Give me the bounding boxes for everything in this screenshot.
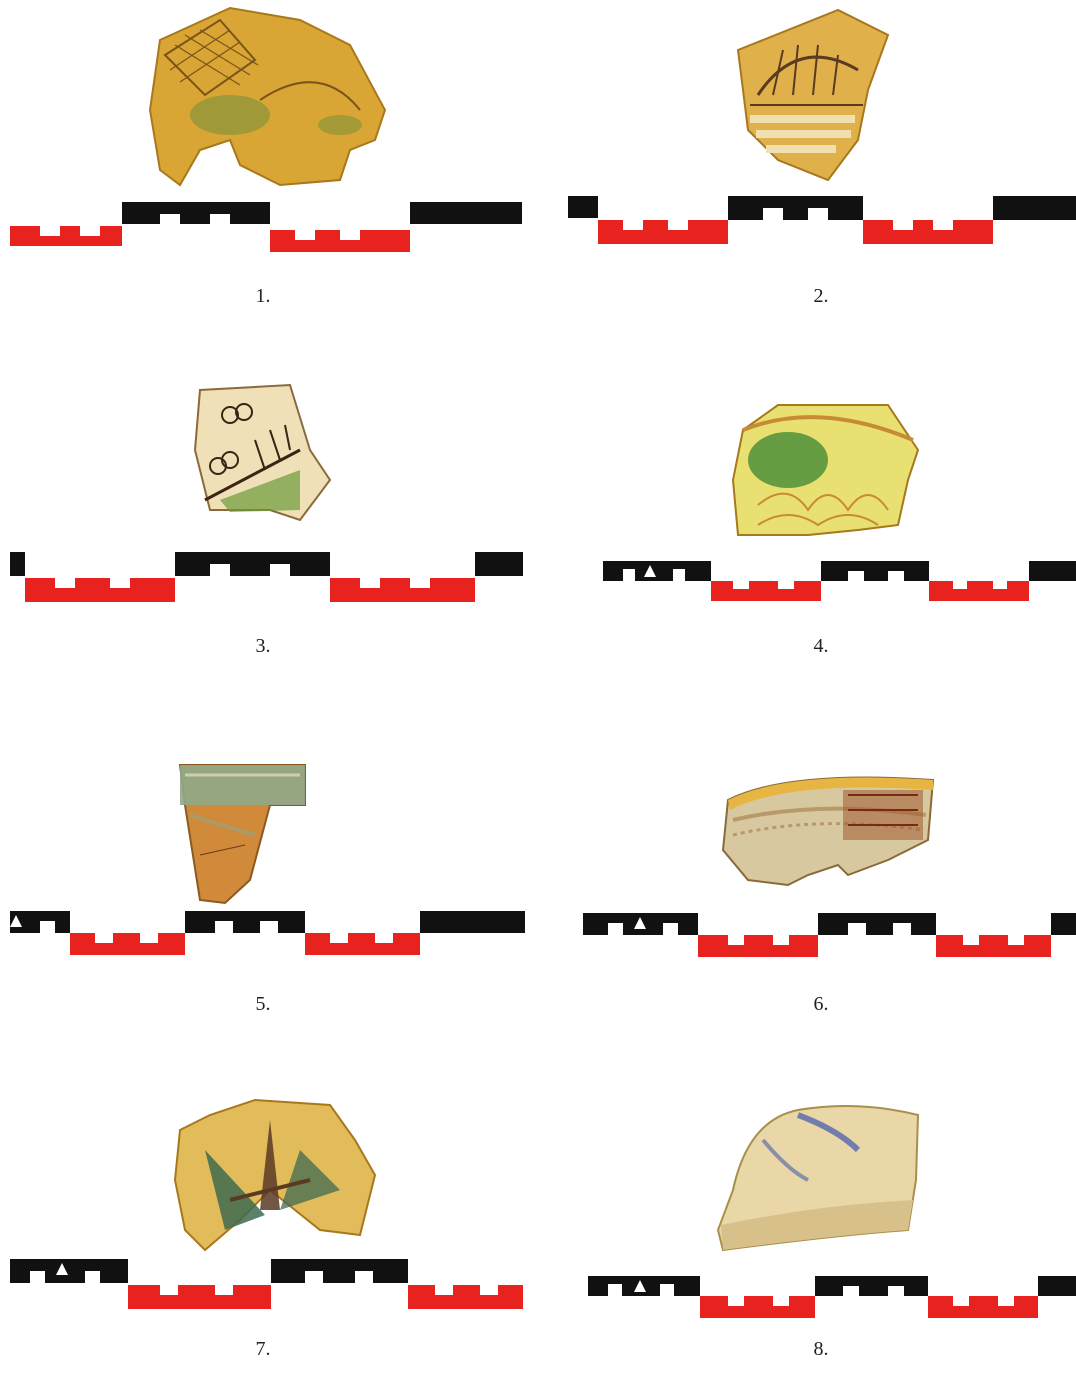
shard-6-image <box>538 675 1076 915</box>
shard-4-image <box>538 330 1076 550</box>
scale-bar-6 <box>583 907 1076 967</box>
scale-bar-4 <box>603 555 1076 615</box>
figure-8 <box>538 1020 1076 1377</box>
scale-bar-5 <box>10 905 548 965</box>
figure-2 <box>538 0 1076 330</box>
figure-6 <box>538 675 1076 1020</box>
figure-5-label: 5. <box>255 993 271 1015</box>
scale-bar-3 <box>10 548 548 612</box>
figure-5 <box>0 675 538 1020</box>
shard-8-image <box>538 1020 1076 1260</box>
figure-1-label: 1. <box>255 285 271 307</box>
figure-4 <box>538 330 1076 675</box>
scale-bar-2 <box>568 190 1076 250</box>
scale-bar-7 <box>10 1255 548 1319</box>
shard-2-image <box>538 0 1076 200</box>
figure-7 <box>0 1020 538 1377</box>
scale-bar-1 <box>10 198 548 258</box>
figure-1 <box>0 0 538 330</box>
shard-7-image <box>0 1020 538 1260</box>
figure-2-label: 2. <box>813 285 829 307</box>
shard-3-image <box>0 330 538 530</box>
figure-4-label: 4. <box>813 635 829 657</box>
figure-8-label: 8. <box>813 1338 829 1360</box>
figure-6-label: 6. <box>813 993 829 1015</box>
shard-5-image <box>0 675 538 915</box>
figure-3-label: 3. <box>255 635 271 657</box>
scale-bar-8 <box>588 1270 1076 1330</box>
figure-3 <box>0 330 538 675</box>
figure-7-label: 7. <box>255 1338 271 1360</box>
shard-1-image <box>0 0 538 200</box>
